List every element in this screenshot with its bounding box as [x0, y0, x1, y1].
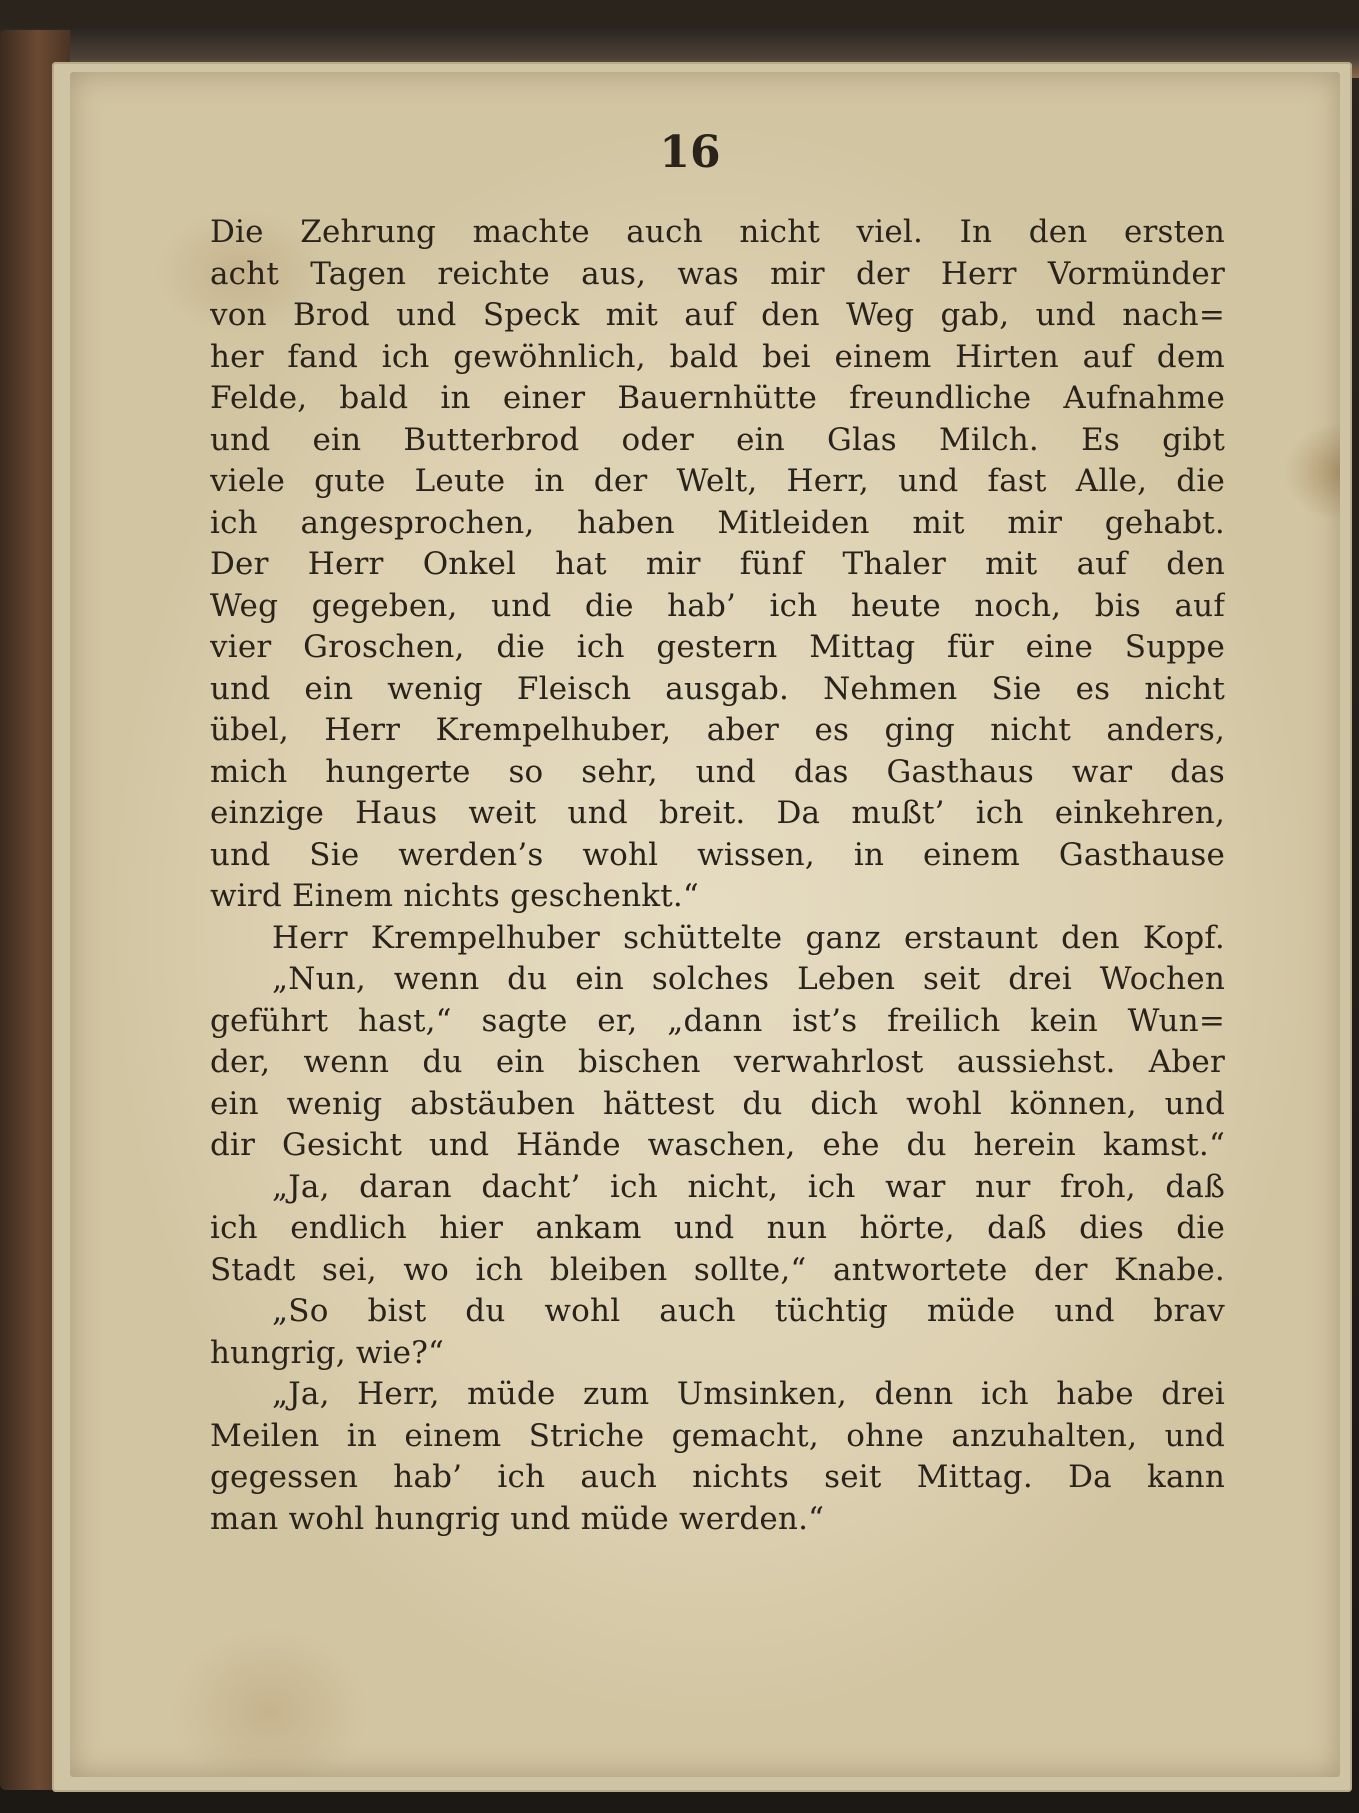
text-line: Meilen in einem Striche gemacht, ohne anzuhalten, und [210, 1417, 1225, 1454]
text-line: ich endlich hier ankam und nun hörte, daß dies die [210, 1210, 1225, 1246]
text-line: gegessen hab’ ich auch nichts seit Mittag. Da kann [210, 1459, 1225, 1495]
text-line: der, wenn du ein bischen verwahrlost aussiehst. Aber [210, 1044, 1225, 1080]
book-page [70, 72, 1340, 1777]
text-line: Felde, bald in einer Bauernhütte freundliche Aufnahme [210, 380, 1225, 416]
text-line: ein wenig abstäuben hättest du dich wohl können, und [210, 1085, 1225, 1122]
text-line: einzige Haus weit und breit. Da mußt’ ich einkehren, [210, 795, 1225, 831]
text-line: „Ja, daran dacht’ ich nicht, ich war nur froh, daß [272, 1168, 1225, 1205]
text-line: viele gute Leute in der Welt, Herr, und fast Alle, die [210, 463, 1225, 499]
text-line: und Sie werden’s wohl wissen, in einem Gasthause [210, 836, 1225, 873]
text-line: her fand ich gewöhnlich, bald bei einem Hirten auf dem [210, 338, 1225, 375]
text-line: dir Gesicht und Hände waschen, ehe du herein kamst.“ [210, 1127, 1225, 1163]
text-line: hungrig, wie?“ [210, 1334, 445, 1371]
text-line: Weg gegeben, und die hab’ ich heute noch, bis auf [210, 587, 1225, 624]
text-line: man wohl hungrig und müde werden.“ [210, 1500, 825, 1537]
text-line: Die Zehrung machte auch nicht viel. In den ersten [210, 214, 1225, 250]
text-line: acht Tagen reichte aus, was mir der Herr Vormünder [210, 255, 1225, 292]
text-line: von Brod und Speck mit auf den Weg gab, und nach= [210, 297, 1225, 333]
text-line: „So bist du wohl auch tüchtig müde und brav [272, 1293, 1225, 1329]
body-text [210, 212, 1225, 1540]
page-number: 16 [659, 127, 721, 178]
text-line: geführt hast,“ sagte er, „dann ist’s freilich kein Wun= [210, 1002, 1225, 1039]
text-line: wird Einem nichts geschenkt.“ [210, 878, 699, 914]
text-line: und ein Butterbrod oder ein Glas Milch. Es gibt [210, 421, 1225, 458]
text-line: Stadt sei, wo ich bleiben sollte,“ antwortete der Knabe. [210, 1251, 1225, 1288]
text-line: ich angesprochen, haben Mitleiden mit mir gehabt. [210, 504, 1225, 541]
text-line: Herr Krempelhuber schüttelte ganz erstaunt den Kopf. [272, 919, 1225, 956]
text-line: „Nun, wenn du ein solches Leben seit drei Wochen [272, 961, 1225, 997]
text-line: Der Herr Onkel hat mir fünf Thaler mit auf den [210, 546, 1225, 582]
text-line: und ein wenig Fleisch ausgab. Nehmen Sie es nicht [210, 670, 1225, 707]
text-line: „Ja, Herr, müde zum Umsinken, denn ich habe drei [272, 1376, 1225, 1412]
text-line: vier Groschen, die ich gestern Mittag für eine Suppe [210, 629, 1225, 665]
text-line: mich hungerte so sehr, und das Gasthaus war das [210, 753, 1225, 790]
text-line: übel, Herr Krempelhuber, aber es ging nicht anders, [210, 712, 1225, 748]
